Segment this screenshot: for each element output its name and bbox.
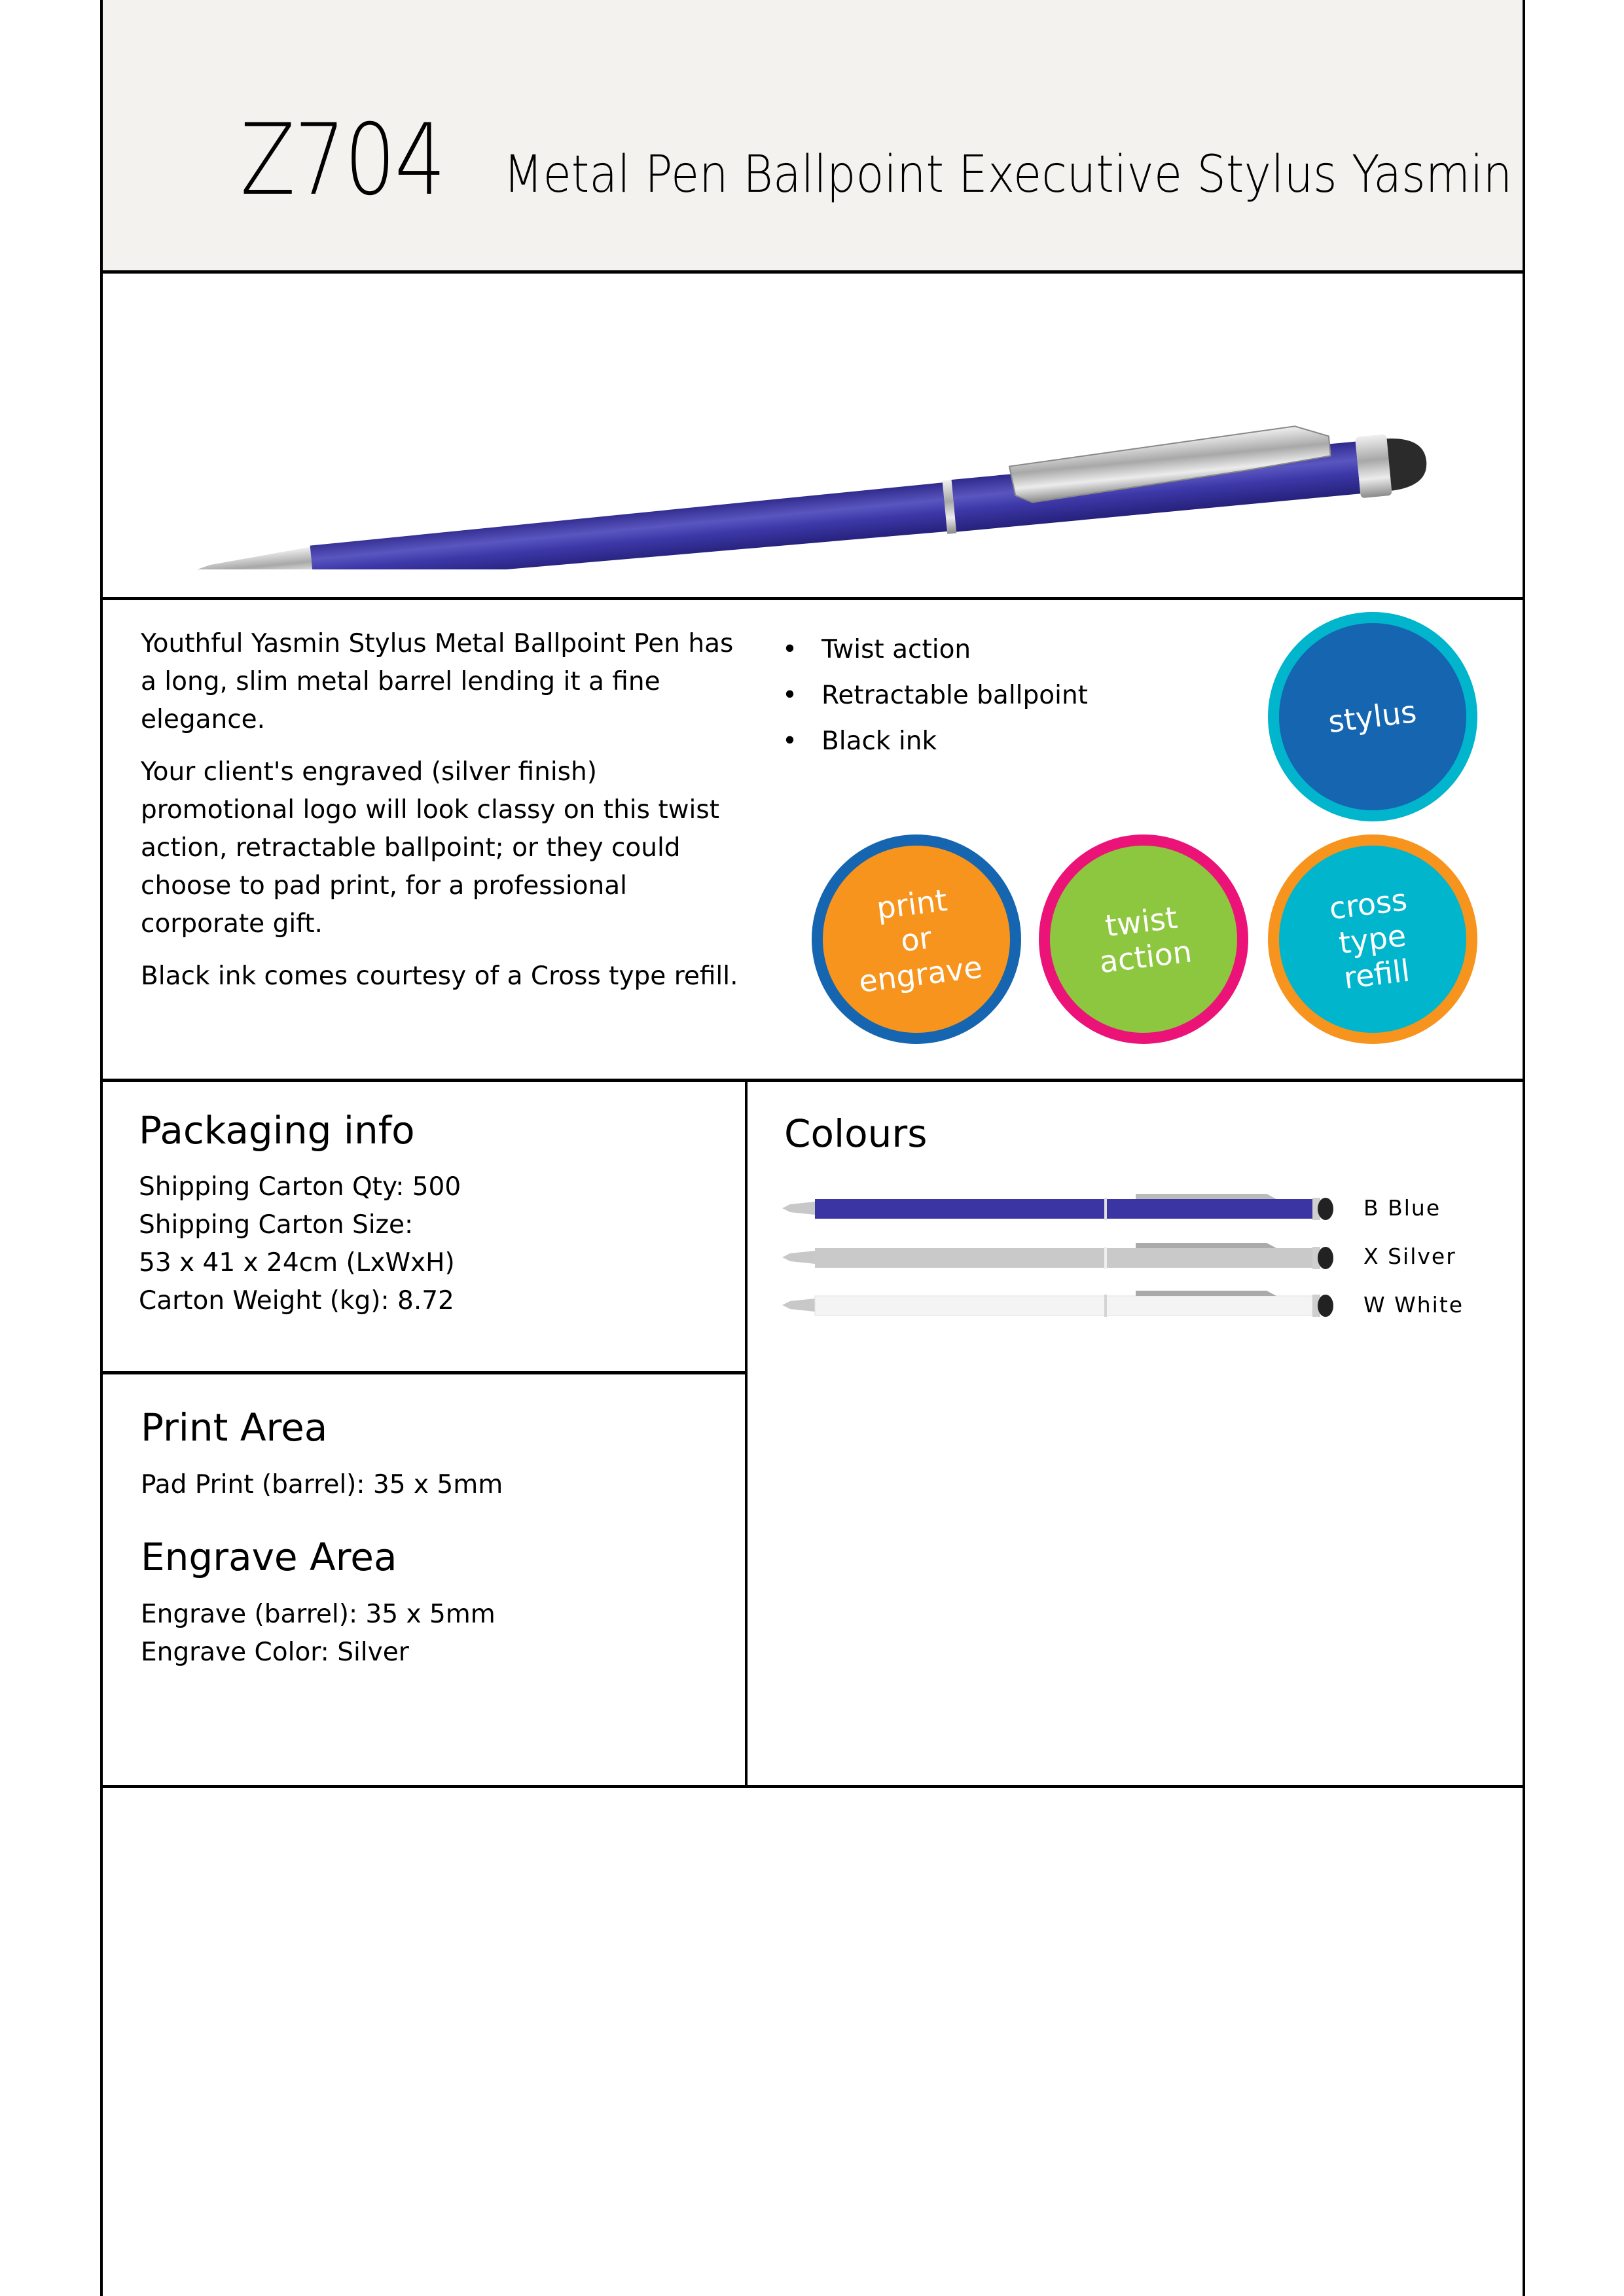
packaging-line: Carton Weight (kg): 8.72 [139, 1286, 454, 1316]
frame-right-border [1523, 0, 1525, 2296]
description-paragraph: Youthful Yasmin Stylus Metal Ballpoint Pen has a long, slim metal barrel lending it a fine elegance. [141, 629, 734, 734]
colour-swatch-blue [782, 1190, 1339, 1227]
feature-item: • Twist action [782, 627, 1088, 673]
badge-line: cross [1327, 882, 1409, 927]
badge-line: refill [1342, 952, 1412, 996]
badge-label: stylus [1326, 693, 1419, 740]
badge-line: action [1097, 933, 1194, 980]
print-area-info [141, 1466, 503, 1504]
engrave-area-info [141, 1596, 496, 1672]
print-area-heading: Print Area [141, 1405, 328, 1450]
packaging-info [139, 1168, 461, 1320]
colour-swatch-silver [782, 1239, 1339, 1276]
product-description [141, 625, 743, 1010]
stylus-tip [1387, 435, 1429, 491]
description-paragraph: Black ink comes courtesy of a Cross type refill. [141, 961, 738, 991]
packaging-heading: Packaging info [139, 1108, 415, 1153]
colours-heading: Colours [784, 1111, 928, 1156]
hero-pen-image [157, 353, 1479, 569]
engrave-area-line: Engrave (barrel): 35 x 5mm [141, 1600, 496, 1629]
packaging-line: 53 x 41 x 24cm (LxWxH) [139, 1248, 455, 1278]
badge-line: type [1337, 917, 1409, 961]
divider-header [100, 270, 1525, 274]
engrave-area-line: Engrave Color: Silver [141, 1638, 409, 1667]
feature-item: • Black ink [782, 719, 1088, 764]
divider-packaging [100, 1371, 745, 1374]
description-paragraph: Your client's engraved (silver finish) promotional logo will look classy on this twist action, retractable ballpoint; or they could choose to pad print, for a professional corporate gift. [141, 757, 719, 939]
product-title: Metal Pen Ballpoint Executive Stylus Yasmin [503, 145, 1513, 204]
frame-left-border [100, 0, 103, 2296]
badge-stylus [1268, 612, 1477, 821]
feature-item: • Retractable ballpoint [782, 673, 1088, 719]
colour-label-white: W White [1363, 1292, 1464, 1318]
badge-line: twist [1103, 899, 1180, 944]
colour-swatch-white [782, 1287, 1339, 1323]
divider-hero [100, 597, 1525, 600]
badge-label [848, 879, 984, 999]
badge-cross-type-refill [1268, 834, 1477, 1044]
packaging-line: Shipping Carton Size: [139, 1210, 414, 1240]
divider-vertical [745, 1079, 748, 1788]
divider-details [100, 1079, 1525, 1082]
divider-bottom [100, 1785, 1525, 1788]
badge-label [1327, 882, 1418, 996]
pen-barrel-lower [310, 482, 950, 569]
badge-line: engrave [857, 949, 984, 999]
badge-line: or [899, 920, 934, 959]
feature-list [782, 627, 1088, 764]
badge-label [1093, 899, 1194, 980]
engrave-area-heading: Engrave Area [141, 1535, 397, 1579]
colour-label-blue: B Blue [1363, 1195, 1441, 1221]
badge-line: print [875, 882, 950, 926]
pen-end-cap [1355, 434, 1392, 498]
header-band [103, 0, 1523, 270]
print-area-line: Pad Print (barrel): 35 x 5mm [141, 1470, 503, 1499]
badge-print-or-engrave [812, 834, 1021, 1044]
colour-label-silver: X Silver [1363, 1244, 1456, 1269]
pen-tip [183, 547, 314, 569]
packaging-line: Shipping Carton Qty: 500 [139, 1172, 461, 1202]
product-code: Z704 [240, 103, 445, 217]
badge-twist-action [1039, 834, 1248, 1044]
